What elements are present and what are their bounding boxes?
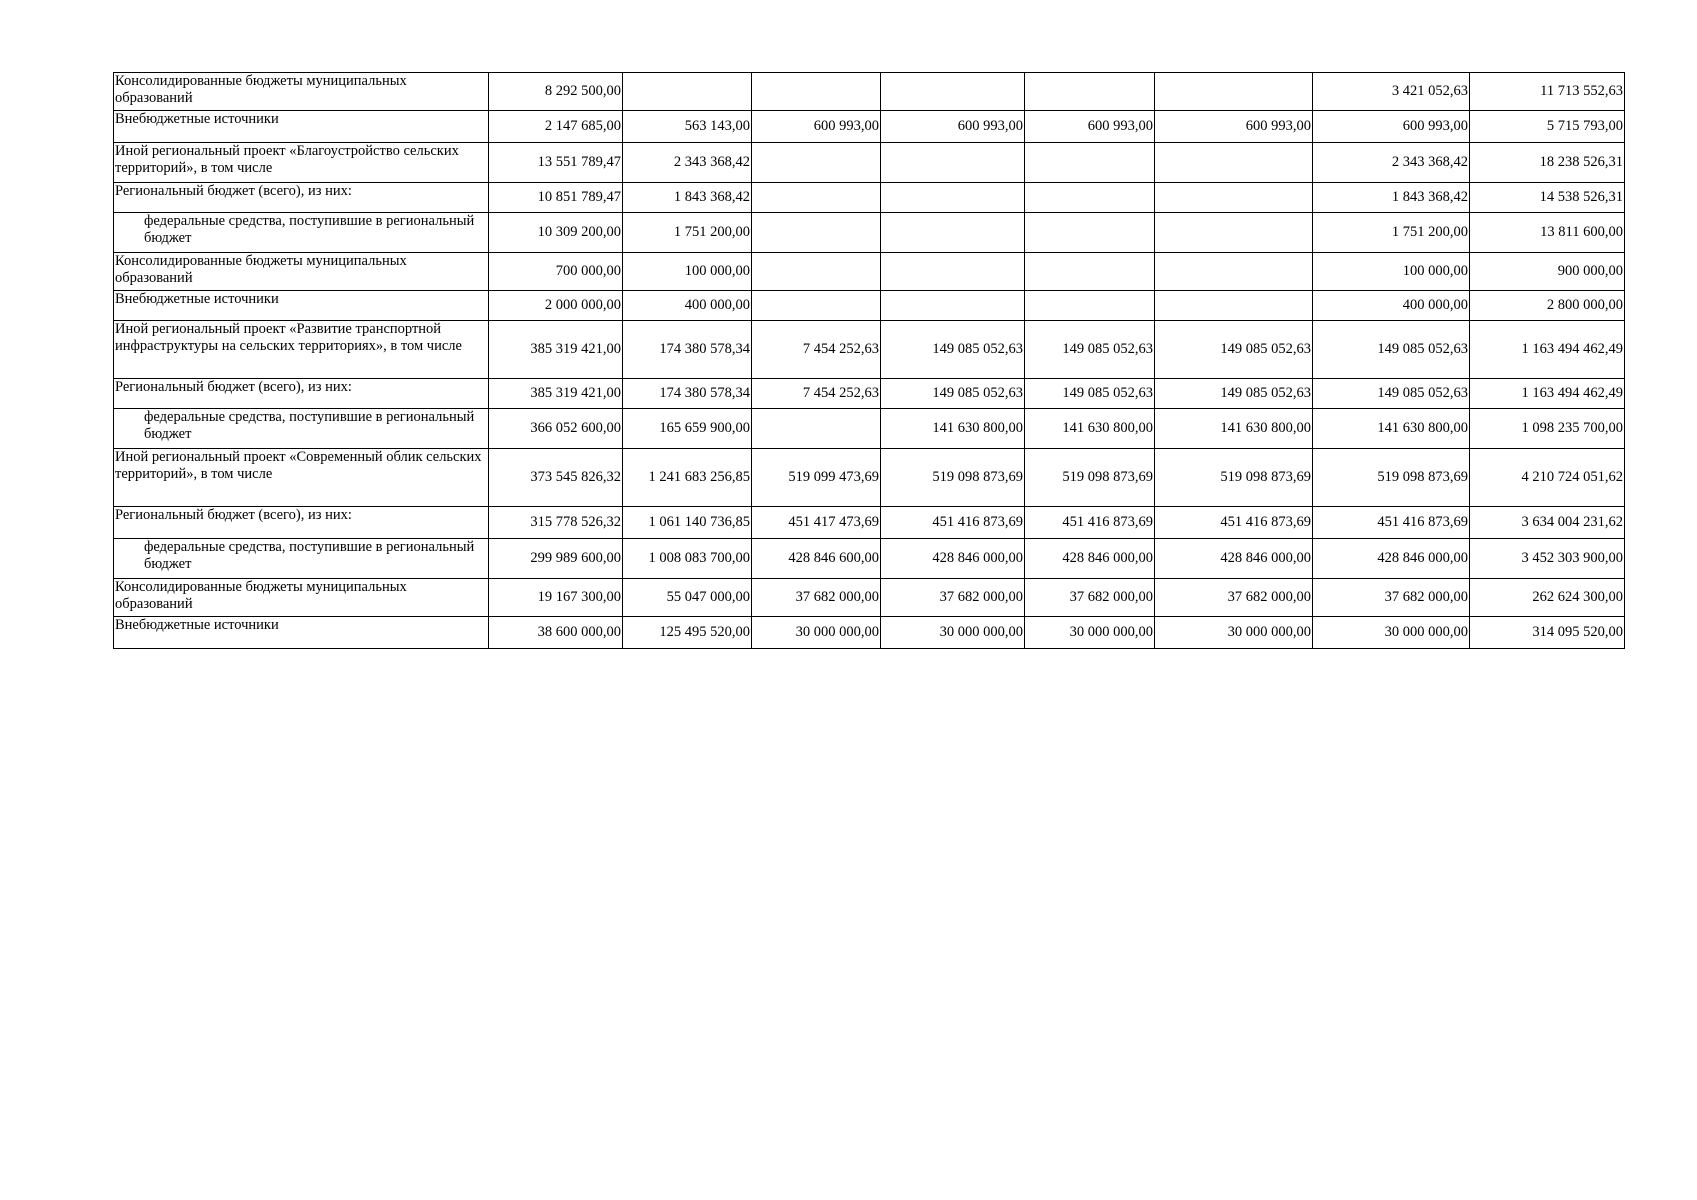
value-cell bbox=[1025, 183, 1155, 213]
value-cell: 149 085 052,63 bbox=[1155, 379, 1313, 409]
value-cell: 1 843 368,42 bbox=[1313, 183, 1470, 213]
value-cell: 428 846 600,00 bbox=[752, 539, 881, 579]
value-cell: 600 993,00 bbox=[1313, 111, 1470, 143]
value-cell: 2 800 000,00 bbox=[1470, 291, 1625, 321]
value-cell: 2 000 000,00 bbox=[489, 291, 623, 321]
value-cell: 451 416 873,69 bbox=[1155, 507, 1313, 539]
value-cell: 563 143,00 bbox=[623, 111, 752, 143]
row-label: Внебюджетные источники bbox=[114, 617, 489, 649]
value-cell: 1 061 140 736,85 bbox=[623, 507, 752, 539]
value-cell: 100 000,00 bbox=[623, 253, 752, 291]
value-cell: 451 416 873,69 bbox=[881, 507, 1025, 539]
value-cell: 385 319 421,00 bbox=[489, 321, 623, 379]
value-cell: 125 495 520,00 bbox=[623, 617, 752, 649]
table-row bbox=[114, 213, 1625, 253]
value-cell: 519 098 873,69 bbox=[1025, 449, 1155, 507]
value-cell: 1 163 494 462,49 bbox=[1470, 321, 1625, 379]
value-cell: 1 843 368,42 bbox=[623, 183, 752, 213]
value-cell bbox=[881, 291, 1025, 321]
table-row bbox=[114, 253, 1625, 291]
value-cell: 2 343 368,42 bbox=[1313, 143, 1470, 183]
value-cell: 37 682 000,00 bbox=[1313, 579, 1470, 617]
value-cell: 141 630 800,00 bbox=[1155, 409, 1313, 449]
table-row bbox=[114, 449, 1625, 507]
value-cell: 428 846 000,00 bbox=[1155, 539, 1313, 579]
row-label: Консолидированные бюджеты муниципальных образований bbox=[114, 73, 489, 111]
value-cell: 451 417 473,69 bbox=[752, 507, 881, 539]
value-cell: 700 000,00 bbox=[489, 253, 623, 291]
value-cell: 37 682 000,00 bbox=[752, 579, 881, 617]
value-cell: 1 241 683 256,85 bbox=[623, 449, 752, 507]
value-cell bbox=[881, 183, 1025, 213]
value-cell: 149 085 052,63 bbox=[1313, 379, 1470, 409]
value-cell: 1 751 200,00 bbox=[1313, 213, 1470, 253]
value-cell: 900 000,00 bbox=[1470, 253, 1625, 291]
value-cell: 18 238 526,31 bbox=[1470, 143, 1625, 183]
value-cell: 11 713 552,63 bbox=[1470, 73, 1625, 111]
value-cell bbox=[752, 143, 881, 183]
table-row bbox=[114, 507, 1625, 539]
row-label: Консолидированные бюджеты муниципальных образований bbox=[114, 253, 489, 291]
value-cell bbox=[752, 253, 881, 291]
value-cell: 19 167 300,00 bbox=[489, 579, 623, 617]
value-cell bbox=[881, 73, 1025, 111]
value-cell: 373 545 826,32 bbox=[489, 449, 623, 507]
value-cell: 7 454 252,63 bbox=[752, 379, 881, 409]
value-cell: 8 292 500,00 bbox=[489, 73, 623, 111]
value-cell: 315 778 526,32 bbox=[489, 507, 623, 539]
value-cell: 37 682 000,00 bbox=[881, 579, 1025, 617]
value-cell: 10 309 200,00 bbox=[489, 213, 623, 253]
value-cell: 3 634 004 231,62 bbox=[1470, 507, 1625, 539]
value-cell: 314 095 520,00 bbox=[1470, 617, 1625, 649]
row-label: Региональный бюджет (всего), из них: bbox=[114, 507, 489, 539]
value-cell bbox=[881, 213, 1025, 253]
value-cell: 37 682 000,00 bbox=[1155, 579, 1313, 617]
value-cell: 30 000 000,00 bbox=[881, 617, 1025, 649]
table-row bbox=[114, 111, 1625, 143]
value-cell bbox=[1155, 183, 1313, 213]
row-label: Иной региональный проект «Современный облик сельских территорий», в том числе bbox=[114, 449, 489, 507]
value-cell bbox=[1025, 143, 1155, 183]
value-cell bbox=[1025, 291, 1155, 321]
value-cell: 149 085 052,63 bbox=[881, 379, 1025, 409]
table-row bbox=[114, 321, 1625, 379]
value-cell: 1 751 200,00 bbox=[623, 213, 752, 253]
value-cell: 10 851 789,47 bbox=[489, 183, 623, 213]
value-cell bbox=[881, 253, 1025, 291]
row-label: Консолидированные бюджеты муниципальных образований bbox=[114, 579, 489, 617]
value-cell: 1 163 494 462,49 bbox=[1470, 379, 1625, 409]
value-cell: 519 098 873,69 bbox=[881, 449, 1025, 507]
value-cell bbox=[881, 143, 1025, 183]
value-cell: 37 682 000,00 bbox=[1025, 579, 1155, 617]
value-cell: 13 811 600,00 bbox=[1470, 213, 1625, 253]
value-cell: 600 993,00 bbox=[881, 111, 1025, 143]
value-cell: 4 210 724 051,62 bbox=[1470, 449, 1625, 507]
value-cell bbox=[1025, 253, 1155, 291]
value-cell: 519 098 873,69 bbox=[1155, 449, 1313, 507]
value-cell: 165 659 900,00 bbox=[623, 409, 752, 449]
value-cell: 385 319 421,00 bbox=[489, 379, 623, 409]
value-cell: 141 630 800,00 bbox=[1025, 409, 1155, 449]
table-row bbox=[114, 617, 1625, 649]
row-label: Региональный бюджет (всего), из них: bbox=[114, 379, 489, 409]
value-cell: 2 147 685,00 bbox=[489, 111, 623, 143]
table-row bbox=[114, 143, 1625, 183]
value-cell bbox=[752, 213, 881, 253]
table-row bbox=[114, 73, 1625, 111]
budget-table bbox=[113, 72, 1625, 649]
value-cell: 30 000 000,00 bbox=[1313, 617, 1470, 649]
value-cell: 519 099 473,69 bbox=[752, 449, 881, 507]
value-cell: 55 047 000,00 bbox=[623, 579, 752, 617]
value-cell: 519 098 873,69 bbox=[1313, 449, 1470, 507]
row-label: Иной региональный проект «Развитие транспортной инфраструктуры на сельских территориях», в том числе bbox=[114, 321, 489, 379]
value-cell: 7 454 252,63 bbox=[752, 321, 881, 379]
value-cell: 3 452 303 900,00 bbox=[1470, 539, 1625, 579]
value-cell: 451 416 873,69 bbox=[1313, 507, 1470, 539]
value-cell bbox=[1155, 291, 1313, 321]
value-cell: 149 085 052,63 bbox=[1025, 321, 1155, 379]
row-label: федеральные средства, поступившие в региональный бюджет bbox=[114, 409, 489, 449]
value-cell bbox=[1155, 253, 1313, 291]
value-cell bbox=[1025, 73, 1155, 111]
value-cell bbox=[752, 73, 881, 111]
value-cell: 3 421 052,63 bbox=[1313, 73, 1470, 111]
value-cell: 149 085 052,63 bbox=[1313, 321, 1470, 379]
value-cell: 366 052 600,00 bbox=[489, 409, 623, 449]
value-cell bbox=[623, 73, 752, 111]
value-cell bbox=[1155, 73, 1313, 111]
value-cell: 451 416 873,69 bbox=[1025, 507, 1155, 539]
value-cell: 2 343 368,42 bbox=[623, 143, 752, 183]
value-cell bbox=[752, 291, 881, 321]
value-cell: 141 630 800,00 bbox=[881, 409, 1025, 449]
value-cell: 174 380 578,34 bbox=[623, 379, 752, 409]
table-row bbox=[114, 579, 1625, 617]
table-row bbox=[114, 539, 1625, 579]
value-cell: 299 989 600,00 bbox=[489, 539, 623, 579]
value-cell: 428 846 000,00 bbox=[881, 539, 1025, 579]
value-cell: 149 085 052,63 bbox=[1025, 379, 1155, 409]
row-label: федеральные средства, поступившие в региональный бюджет bbox=[114, 213, 489, 253]
value-cell: 262 624 300,00 bbox=[1470, 579, 1625, 617]
table-body bbox=[114, 73, 1625, 649]
row-label: Внебюджетные источники bbox=[114, 111, 489, 143]
value-cell: 30 000 000,00 bbox=[752, 617, 881, 649]
value-cell: 1 098 235 700,00 bbox=[1470, 409, 1625, 449]
value-cell bbox=[1155, 143, 1313, 183]
value-cell: 1 008 083 700,00 bbox=[623, 539, 752, 579]
row-label: Внебюджетные источники bbox=[114, 291, 489, 321]
value-cell bbox=[752, 183, 881, 213]
value-cell: 400 000,00 bbox=[623, 291, 752, 321]
value-cell: 13 551 789,47 bbox=[489, 143, 623, 183]
row-label: Иной региональный проект «Благоустройство сельских территорий», в том числе bbox=[114, 143, 489, 183]
row-label: федеральные средства, поступившие в региональный бюджет bbox=[114, 539, 489, 579]
value-cell: 141 630 800,00 bbox=[1313, 409, 1470, 449]
value-cell: 38 600 000,00 bbox=[489, 617, 623, 649]
value-cell: 600 993,00 bbox=[1025, 111, 1155, 143]
value-cell: 149 085 052,63 bbox=[1155, 321, 1313, 379]
value-cell: 600 993,00 bbox=[752, 111, 881, 143]
value-cell: 30 000 000,00 bbox=[1025, 617, 1155, 649]
table-row bbox=[114, 379, 1625, 409]
row-label: Региональный бюджет (всего), из них: bbox=[114, 183, 489, 213]
value-cell bbox=[1025, 213, 1155, 253]
value-cell: 100 000,00 bbox=[1313, 253, 1470, 291]
value-cell bbox=[752, 409, 881, 449]
value-cell: 149 085 052,63 bbox=[881, 321, 1025, 379]
value-cell: 400 000,00 bbox=[1313, 291, 1470, 321]
value-cell: 428 846 000,00 bbox=[1313, 539, 1470, 579]
value-cell: 5 715 793,00 bbox=[1470, 111, 1625, 143]
value-cell: 174 380 578,34 bbox=[623, 321, 752, 379]
value-cell: 600 993,00 bbox=[1155, 111, 1313, 143]
value-cell: 14 538 526,31 bbox=[1470, 183, 1625, 213]
value-cell: 428 846 000,00 bbox=[1025, 539, 1155, 579]
value-cell: 30 000 000,00 bbox=[1155, 617, 1313, 649]
table-row bbox=[114, 409, 1625, 449]
table-row bbox=[114, 291, 1625, 321]
table-row bbox=[114, 183, 1625, 213]
value-cell bbox=[1155, 213, 1313, 253]
